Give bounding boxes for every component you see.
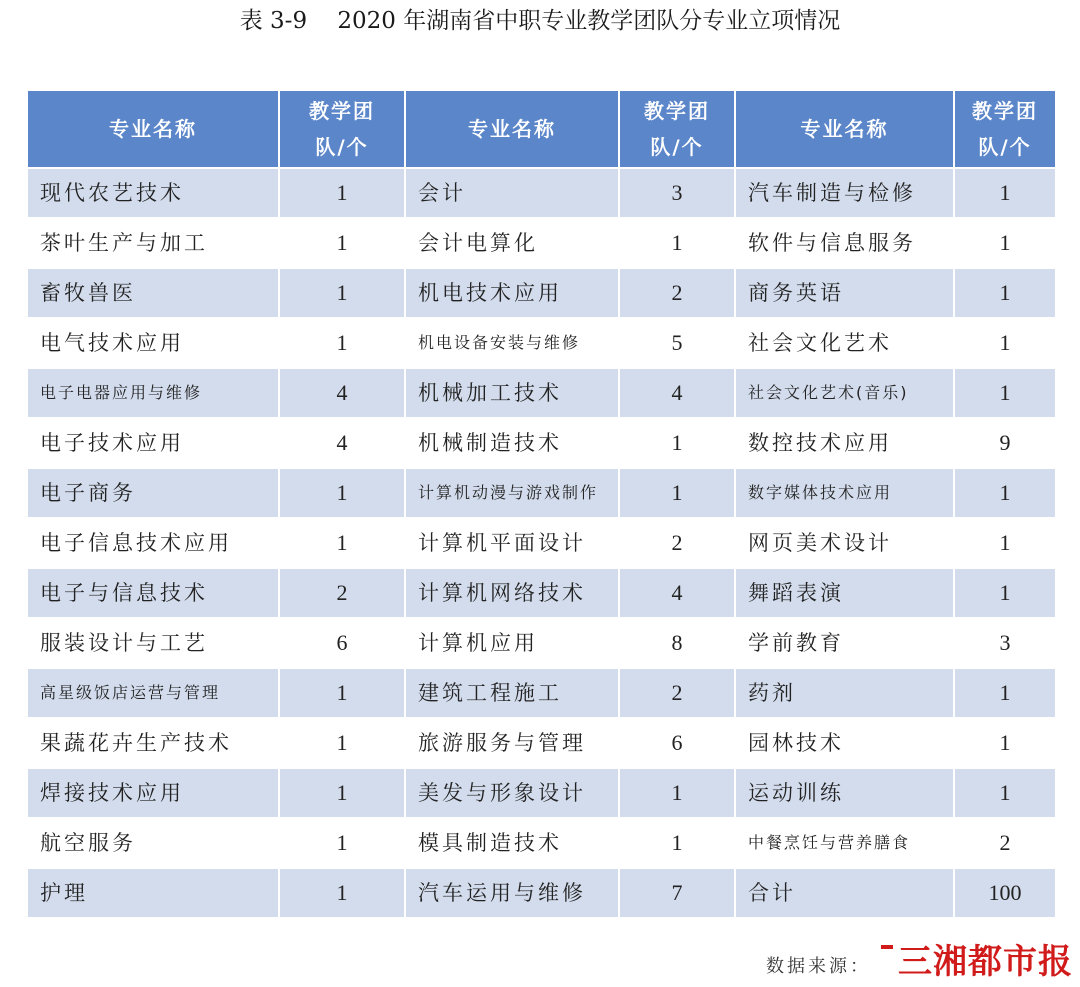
- cell-major-name: 汽车运用与维修: [406, 869, 618, 917]
- cell-major-name: 商务英语: [736, 269, 953, 317]
- cell-team-count: 2: [280, 569, 404, 617]
- cell-team-count: 1: [620, 469, 734, 517]
- cell-team-count: 3: [620, 169, 734, 217]
- cell-major-name: 会计: [406, 169, 618, 217]
- cell-team-count: 1: [955, 319, 1055, 367]
- cell-team-count: 1: [955, 519, 1055, 567]
- cell-team-count: 5: [620, 319, 734, 367]
- cell-major-name: 计算机应用: [406, 619, 618, 667]
- cell-team-count: 1: [280, 719, 404, 767]
- column-header-name: 专业名称: [736, 91, 953, 167]
- cell-team-count: 4: [620, 569, 734, 617]
- cell-major-name: 中餐烹饪与营养膳食: [736, 819, 953, 867]
- cell-major-name: 会计电算化: [406, 219, 618, 267]
- cell-team-count: 1: [280, 869, 404, 917]
- cell-team-count: 1: [280, 819, 404, 867]
- cell-major-name: 茶叶生产与加工: [28, 219, 278, 267]
- cell-major-name: 数字媒体技术应用: [736, 469, 953, 517]
- table-row: [28, 169, 1055, 217]
- cell-team-count: 4: [280, 419, 404, 467]
- column-header-name: 专业名称: [406, 91, 618, 167]
- cell-team-count: 1: [620, 219, 734, 267]
- cell-team-count: 4: [280, 369, 404, 417]
- cell-major-name: 服装设计与工艺: [28, 619, 278, 667]
- cell-major-name: 护理: [28, 869, 278, 917]
- cell-team-count: 2: [620, 519, 734, 567]
- cell-team-count: 1: [955, 669, 1055, 717]
- cell-major-name: 电子电器应用与维修: [28, 369, 278, 417]
- cell-team-count: 1: [620, 769, 734, 817]
- table-row: [28, 819, 1055, 867]
- cell-major-name: 畜牧兽医: [28, 269, 278, 317]
- cell-team-count: 1: [280, 669, 404, 717]
- cell-major-name: 电子商务: [28, 469, 278, 517]
- cell-team-count: 7: [620, 869, 734, 917]
- cell-major-name: 美发与形象设计: [406, 769, 618, 817]
- cell-team-count: 1: [955, 369, 1055, 417]
- cell-team-count: 1: [280, 469, 404, 517]
- column-header-count: 教学团 队/个: [955, 91, 1055, 167]
- table-row: [28, 619, 1055, 667]
- cell-team-count: 1: [955, 469, 1055, 517]
- table-row: [28, 669, 1055, 717]
- cell-major-name: 机电技术应用: [406, 269, 618, 317]
- cell-team-count: 1: [280, 169, 404, 217]
- cell-major-name: 航空服务: [28, 819, 278, 867]
- cell-team-count: 100: [955, 869, 1055, 917]
- cell-major-name: 焊接技术应用: [28, 769, 278, 817]
- cell-major-name: 运动训练: [736, 769, 953, 817]
- cell-team-count: 1: [280, 319, 404, 367]
- cell-major-name: 电气技术应用: [28, 319, 278, 367]
- cell-major-name: 汽车制造与检修: [736, 169, 953, 217]
- table-row: [28, 719, 1055, 767]
- cell-major-name: 计算机动漫与游戏制作: [406, 469, 618, 517]
- cell-major-name: 园林技术: [736, 719, 953, 767]
- cell-team-count: 1: [280, 519, 404, 567]
- cell-major-name: 机械加工技术: [406, 369, 618, 417]
- column-header-count: 教学团 队/个: [620, 91, 734, 167]
- cell-major-name: 药剂: [736, 669, 953, 717]
- table-row: [28, 769, 1055, 817]
- table-row: [28, 319, 1055, 367]
- table-row: [28, 569, 1055, 617]
- column-header-name: 专业名称: [28, 91, 278, 167]
- cell-team-count: 6: [280, 619, 404, 667]
- cell-major-name: 社会文化艺术(音乐): [736, 369, 953, 417]
- cell-major-name: 高星级饭店运营与管理: [28, 669, 278, 717]
- cell-team-count: 2: [620, 269, 734, 317]
- cell-team-count: 1: [620, 419, 734, 467]
- cell-team-count: 4: [620, 369, 734, 417]
- cell-major-name: 软件与信息服务: [736, 219, 953, 267]
- cell-major-name: 建筑工程施工: [406, 669, 618, 717]
- cell-major-name: 旅游服务与管理: [406, 719, 618, 767]
- table-row: [28, 519, 1055, 567]
- table-row: [28, 369, 1055, 417]
- table-row: [28, 219, 1055, 267]
- cell-team-count: 1: [280, 769, 404, 817]
- data-source-note: 数据来源：: [766, 956, 871, 977]
- cell-team-count: 2: [620, 669, 734, 717]
- cell-team-count: 6: [620, 719, 734, 767]
- cell-team-count: 9: [955, 419, 1055, 467]
- cell-major-name: 学前教育: [736, 619, 953, 667]
- cell-major-name: 模具制造技术: [406, 819, 618, 867]
- cell-major-name: 电子信息技术应用: [28, 519, 278, 567]
- cell-major-name: 果蔬花卉生产技术: [28, 719, 278, 767]
- watermark-logo: 三湘都市报: [898, 942, 1073, 982]
- cell-team-count: 1: [955, 219, 1055, 267]
- header-row: [28, 91, 1055, 167]
- cell-team-count: 1: [955, 169, 1055, 217]
- cell-major-name: 计算机平面设计: [406, 519, 618, 567]
- cell-major-name: 电子技术应用: [28, 419, 278, 467]
- table-row: [28, 269, 1055, 317]
- cell-major-name: 电子与信息技术: [28, 569, 278, 617]
- table-row: [28, 419, 1055, 467]
- table-row: [28, 469, 1055, 517]
- cell-team-count: 2: [955, 819, 1055, 867]
- cell-major-name: 舞蹈表演: [736, 569, 953, 617]
- cell-major-name: 数控技术应用: [736, 419, 953, 467]
- cell-team-count: 1: [280, 269, 404, 317]
- cell-major-name: 计算机网络技术: [406, 569, 618, 617]
- cell-team-count: 1: [620, 819, 734, 867]
- cell-major-name: 社会文化艺术: [736, 319, 953, 367]
- table-body: [28, 169, 1055, 917]
- cell-major-name: 机械制造技术: [406, 419, 618, 467]
- cell-team-count: 1: [955, 719, 1055, 767]
- cell-major-name: 现代农艺技术: [28, 169, 278, 217]
- cell-team-count: 3: [955, 619, 1055, 667]
- cell-major-name: 机电设备安装与维修: [406, 319, 618, 367]
- data-table: [26, 89, 1057, 919]
- watermark-dash: [881, 945, 893, 949]
- cell-team-count: 1: [280, 219, 404, 267]
- cell-team-count: 1: [955, 769, 1055, 817]
- cell-team-count: 8: [620, 619, 734, 667]
- cell-team-count: 1: [955, 269, 1055, 317]
- column-header-count: 教学团 队/个: [280, 91, 404, 167]
- cell-major-name: 网页美术设计: [736, 519, 953, 567]
- table-row: [28, 869, 1055, 917]
- table-title: 表 3-9 2020 年湖南省中职专业教学团队分专业立项情况: [239, 8, 841, 34]
- cell-major-name: 合计: [736, 869, 953, 917]
- cell-team-count: 1: [955, 569, 1055, 617]
